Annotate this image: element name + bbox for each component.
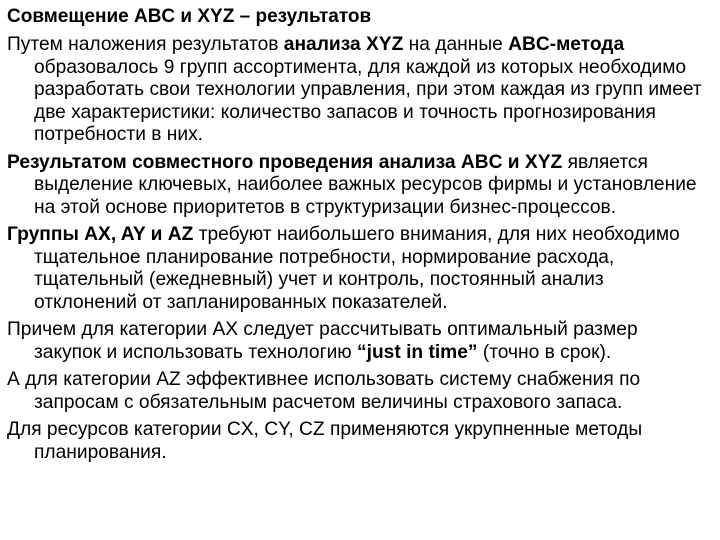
bold-text-segment: Результатом совместного проведения анализа ABC и XYZ [7, 151, 563, 173]
text-segment: на данные [403, 34, 509, 55]
text-segment: Путем наложения результатов [7, 34, 284, 55]
text-segment: Для ресурсов категории CX, CY, CZ применяются укрупненные методы планирования. [7, 419, 643, 463]
paragraph [7, 224, 706, 314]
text-segment: (точно в срок). [477, 341, 612, 363]
slide-title: Совмещение ABC и XYZ – результатов [7, 6, 372, 27]
text-segment: Причем для категории AX следует рассчитывать оптимальный размер закупок и использовать технологию [7, 319, 638, 363]
paragraph [7, 419, 706, 464]
paragraph [7, 34, 706, 147]
text-segment: А для категории AZ эффективнее использовать систему снабжения по запросам с обязательным расчетом величины страхового запаса. [7, 369, 641, 413]
paragraph [7, 369, 706, 414]
bold-text-segment: ABC-метода [508, 34, 625, 55]
paragraph [7, 319, 706, 364]
paragraph [7, 152, 706, 220]
text-segment: образовалось 9 групп ассортимента, для каждой из которых необходимо разработать свои технологии управления, при этом каждая из групп имеет две характеристики: количество запасов и точность прогнозирования потребности в них. [34, 56, 702, 145]
text-segment: требуют наибольшего внимания, для них необходимо тщательное планирование потребности, нормирование расхода, тщательный (ежедневный) учет и контроль, постоянный анализ отклонений от запланированных показателей. [34, 224, 680, 313]
bold-text-segment: анализа XYZ [283, 34, 404, 55]
bold-text-segment: Группы AX, AY и AZ [7, 224, 194, 245]
slide-body [7, 34, 706, 464]
bold-text-segment: “just in time” [357, 341, 478, 363]
text-segment: является выделение ключевых, наиболее важных ресурсов фирмы и установление на этой основе приоритетов в структуризации бизнес-процессов. [34, 151, 697, 218]
